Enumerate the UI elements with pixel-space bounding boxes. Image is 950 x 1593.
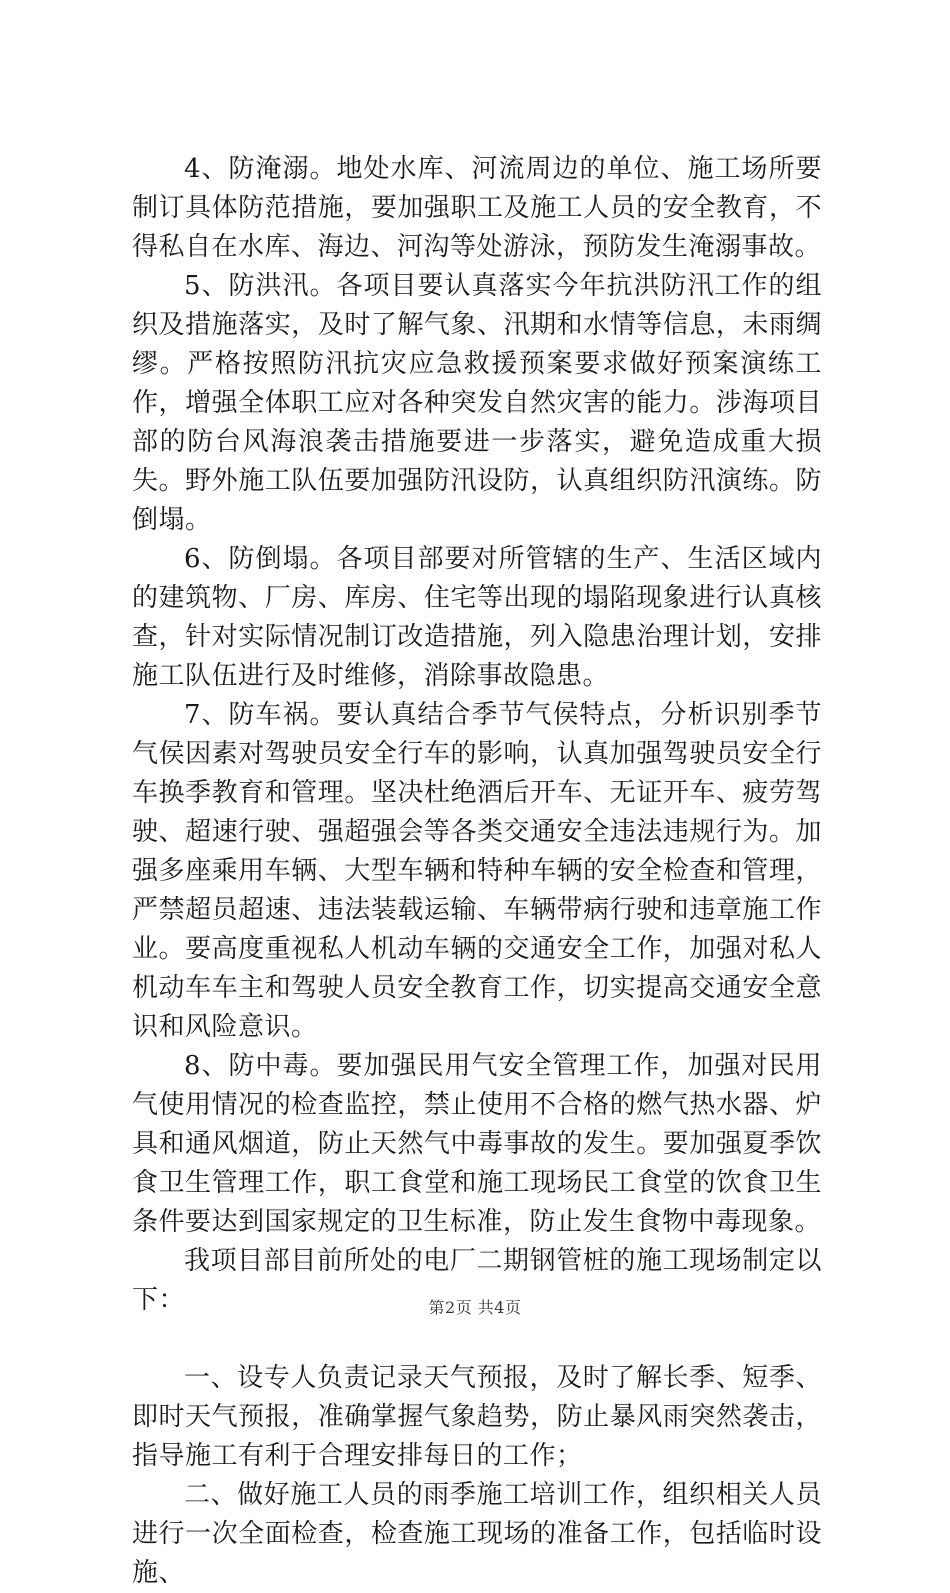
paragraph-poisoning: 8、防中毒。要加强民用气安全管理工作，加强对民用气使用情况的检查监控，禁止使用不合格的燃气热水器、炉具和通风烟道，防止天然气中毒事故的发生。要加强夏季饮食卫生管理工作，职工食堂和施工现场民工食堂的饮食卫生条件要达到国家规定的卫生标准，防止发生食物中毒现象。 bbox=[132, 1051, 822, 1237]
paragraph-collapse: 6、防倒塌。各项目部要对所管辖的生产、生活区域内的建筑物、厂房、库房、住宅等出现的塌陷现象进行认真核查，针对实际情况制订改造措施，列入隐患治理计划，安排施工队伍进行及时维修，消除事故隐患。 bbox=[132, 544, 822, 691]
page-number-footer: 第2页 共4页 bbox=[428, 1298, 522, 1317]
paragraph-flood: 5、防洪汛。各项目要认真落实今年抗洪防汛工作的组织及措施落实，及时了解气象、汛期和水情等信息，未雨绸缪。严格按照防汛抗灾应急救援预案要求做好预案演练工作，增强全体职工应对各种突发自然灾害的能力。涉海项目部的防台风海浪袭击措施要进一步落实，避免造成重大损失。野外施工队伍要加强防汛设防，认真组织防汛演练。防倒塌。 bbox=[132, 271, 822, 535]
paragraph-project-intro: 我项目部目前所处的电厂二期钢管桩的施工现场制定以下： bbox=[132, 1246, 822, 1315]
document-body bbox=[132, 150, 822, 1593]
paragraph-traffic: 7、防车祸。要认真结合季节气侯特点，分析识别季节气侯因素对驾驶员安全行车的影响，认真加强驾驶员安全行车换季教育和管理。坚决杜绝酒后开车、无证开车、疲劳驾驶、超速行驶、强超强会等各类交通安全违法违规行为。加强多座乘用车辆、大型车辆和特种车辆的安全检查和管理，严禁超员超速、违法装载运输、车辆带病行驶和违章施工作业。要高度重视私人机动车辆的交通安全工作，加强对私人机动车车主和驾驶人员安全教育工作，切实提高交通安全意识和风险意识。 bbox=[132, 700, 822, 1042]
paragraph-item-one: 一、设专人负责记录天气预报，及时了解长季、短季、即时天气预报，准确掌握气象趋势，防止暴风雨突然袭击，指导施工有利于合理安排每日的工作； bbox=[132, 1363, 822, 1471]
paragraph-item-two: 二、做好施工人员的雨季施工培训工作，组织相关人员进行一次全面检查，检查施工现场的准备工作，包括临时设施、 bbox=[132, 1480, 822, 1588]
paragraph-drowning: 4、防淹溺。地处水库、河流周边的单位、施工场所要制订具体防范措施，要加强职工及施工人员的安全教育，不得私自在水库、海边、河沟等处游泳，预防发生淹溺事故。 bbox=[132, 154, 822, 262]
